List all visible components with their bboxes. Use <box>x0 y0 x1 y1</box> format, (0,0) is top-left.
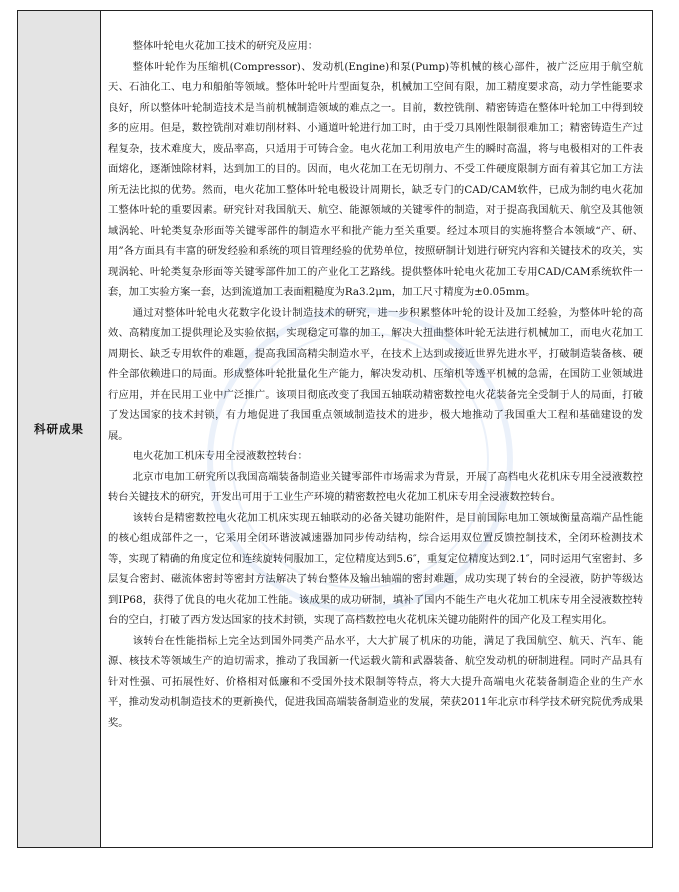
paragraph: 该转台在性能指标上完全达到国外同类产品水平，大大扩展了机床的功能，满足了我国航空、航天、汽车、能源、核技术等领域生产的迫切需求，推动了我国新一代运载火箭和武器装备、航空发动机的研制进程。同时产品具有针对性强、可拓展性好、价格相对低廉和不受国外技术限制等特点，将大大提升高端电火花装备制造企业的生产水平，推动发动机制造技术的更新换代，促进我国高端装备制造业的发展，荣获2011年北京市科学技术研究院优秀成果奖。 <box>108 634 643 729</box>
paragraph: 该转台是精密数控电火花加工机床实现五轴联动的必备关键功能附件，是目前国际电加工领域衡量高端产品性能的核心组成部件之一，它采用全闭环谐波减速器加同步传动结构，综合运用双位置反馈控制技术，全闭环检测技术等，实现了精确的角度定位和连续旋转伺服加工，定位精度达到5.6″，重复定位精度达到2.1″，同时运用气室密封、多层复合密封、磁流体密封等密封方法解决了转台整体及输出轴端的密封难题，成功实现了转台的全浸液，防护等级达到IP68，获得了优良的电火花加工性能。该成果的成功研制，填补了国内不能生产电火花加工机床专用全浸液数控转台的空白，打破了西方发达国家的技术封锁，实现了高档数控电火花机床关键功能附件的国产化及工程实用化。 <box>108 511 643 626</box>
paragraph-heading-1: 整体叶轮电火花加工技术的研究及应用： <box>132 40 319 52</box>
paragraph-heading-2: 电火花加工机床专用全浸液数控转台： <box>132 450 308 462</box>
achievements-table <box>17 10 653 848</box>
paragraph: 整体叶轮作为压缩机(Compressor)、发动机(Engine)和泵(Pump)等机械的核心部件，被广泛应用于航空航天、石油化工、电力和船舶等领域。整体叶轮叶片型面复杂，机械加工空间有限，加工精度要求高，动力学性能要求良好，所以整体叶轮制造技术是当前机械制造领域的难点之一。目前，数控铣削、精密铸造在整体叶轮加工中得到较多的应用。但是，数控铣削对难切削材料、小通道叶轮进行加工时，由于受刀具刚性限制很难加工；精密铸造生产过程复杂，技术难度大，废品率高，只适用于可铸合金。电火花加工利用放电产生的瞬时高温，将与电极相对的工件表面熔化，逐渐蚀除材料，达到加工的目的。因而，电火花加工在无切削力、不受工件硬度限制方面有着其它加工方法所无法比拟的优势。然而，电火花加工整体叶轮电极设计周期长，缺乏专门的CAD/CAM软件，已成为制约电火花加工整体叶轮的重要因素。研究针对我国航天、航空、能源领域的关键零件的制造，对于提高我国航天、航空及其他领域涡轮、叶轮类复杂形面等关键零部件的制造水平和批产能力至关重要。经过本项目的实施将整合本领域“产、研、用”各方面具有丰富的研发经验和系统的项目管理经验的优势单位，按照研制计划进行研究内容和关键技术的攻关，实现涡轮、叶轮类复杂形面等关键零部件加工的产业化工艺路线。提供整体叶轮电火花加工专用CAD/CAM系统软件一套，加工实验方案一套，达到流道加工表面粗糙度为Ra3.2μm，加工尺寸精度为±0.05mm。 <box>108 60 643 298</box>
paragraph: 通过对整体叶轮电火花数字化设计制造技术的研究，进一步积累整体叶轮的设计及加工经验，为整体叶轮的高效、高精度加工提供理论及实验依据，实现稳定可靠的加工，解决大扭曲整体叶轮无法进行机械加工，而电火花加工周期长、缺乏专用软件的难题，提高我国高精尖制造水平，在技术上达到或接近世界先进水平，打破制造装备核、硬件全部依赖进口的局面。形成整体叶轮批量化生产能力，解决发动机、压缩机等透平机械的急需，在国防工业领域进行应用，并在民用工业中广泛推广。该项目彻底改变了我国五轴联动精密数控电火花装备完全受制于人的局面，打破了发达国家的技术封锁，有力地促进了我国重点领域制造技术的进步，极大地推动了我国重大工程和基础建设的发展。 <box>108 306 643 442</box>
label-cell <box>18 11 101 847</box>
paragraph: 北京市电加工研究所以我国高端装备制造业关键零部件市场需求为背景，开展了高档电火花机床专用全浸液数控转台关键技术的研究，开发出可用于工业生产环境的精密数控电火花加工机床专用全浸液数控转台。 <box>108 470 643 503</box>
content-cell <box>101 11 652 847</box>
row-label: 科研成果 <box>34 422 84 436</box>
